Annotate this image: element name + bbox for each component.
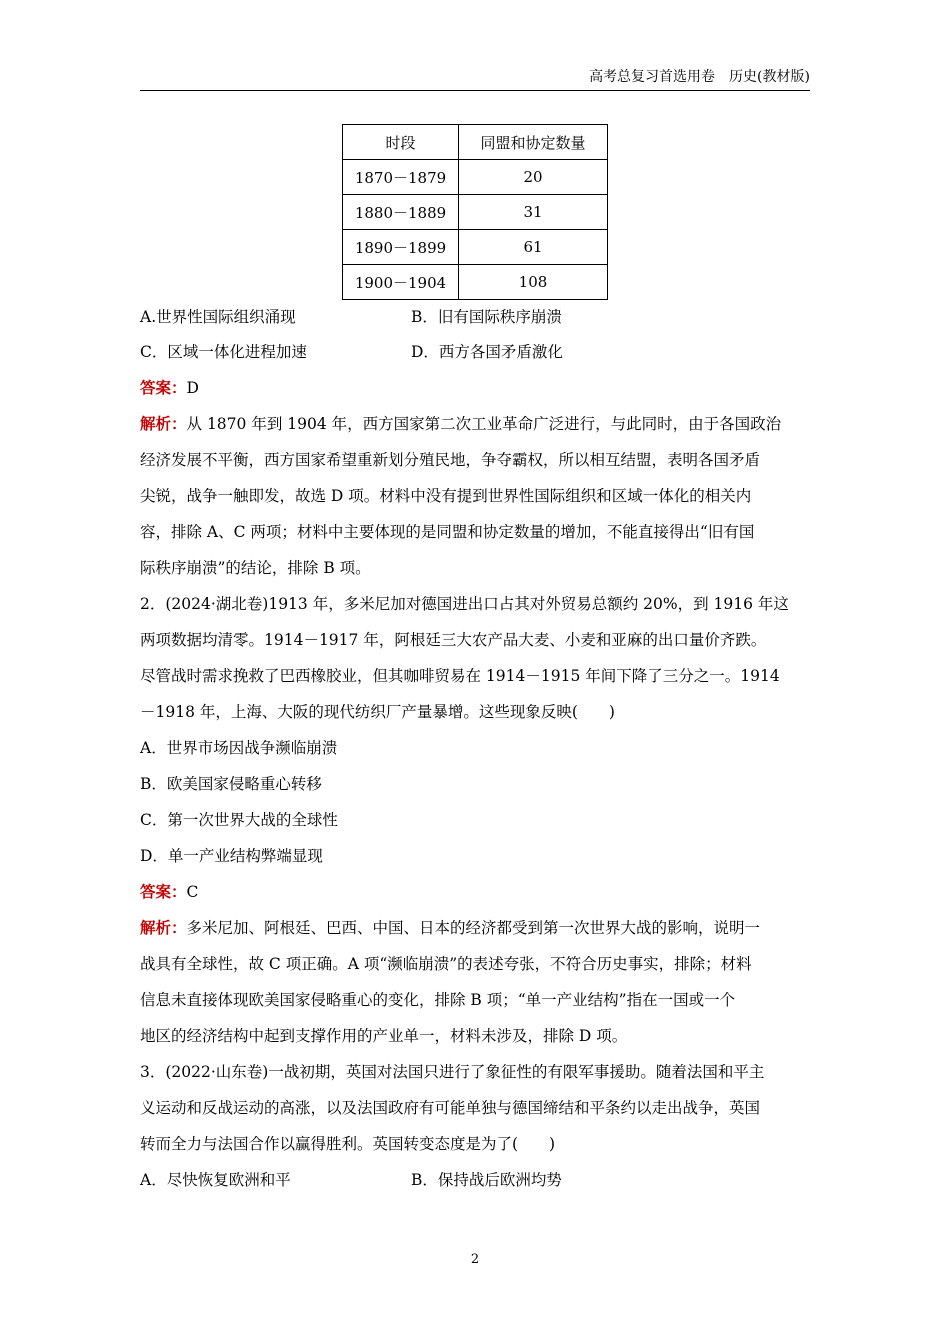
q2-analysis-line: 地区的经济结构中起到支撑作用的产业单一，材料未涉及，排除 D 项。: [140, 1027, 628, 1045]
table-cell-period: 1900－1904: [343, 265, 459, 300]
answer-label: 答案：: [140, 378, 187, 397]
q3-option-a: A．尽快恢复欧洲和平: [140, 1171, 291, 1189]
table-cell-period: 1890－1899: [343, 230, 459, 265]
table-header-count: 同盟和协定数量: [459, 125, 608, 160]
analysis-label: 解析：: [140, 918, 187, 937]
q2-analysis-line: 信息未直接体现欧美国家侵略重心的变化，排除 B 项；“单一产业结构”指在一国或一个: [140, 991, 736, 1009]
q3-stem-line: 3．(2022·山东卷)一战初期，英国对法国只进行了象征性的有限军事援助。随着法国和平主: [140, 1063, 765, 1081]
q2-option-b: B．欧美国家侵略重心转移: [140, 775, 322, 793]
q2-option-c: C．第一次世界大战的全球性: [140, 811, 338, 829]
table-row: [343, 195, 608, 230]
q1-analysis-line: 解析：从 1870 年到 1904 年，西方国家第二次工业革命广泛进行，与此同时，由于各国政治: [140, 414, 782, 433]
table-header-row: [343, 125, 608, 160]
table-cell-count: 20: [459, 160, 608, 195]
table-row: [343, 265, 608, 300]
answer-label: 答案：: [140, 882, 187, 901]
table-cell-count: 61: [459, 230, 608, 265]
page-header: 高考总复习首选用卷 历史(教材版): [140, 66, 810, 91]
table-row: [343, 230, 608, 265]
answer-value: D: [186, 379, 199, 397]
q3-option-b: B．保持战后欧洲均势: [411, 1171, 562, 1189]
table-cell-count: 31: [459, 195, 608, 230]
table-row: [343, 160, 608, 195]
q2-analysis-line: 解析：多米尼加、阿根廷、巴西、中国、日本的经济都受到第一次世界大战的影响，说明一: [140, 918, 761, 937]
q2-answer: [140, 880, 198, 902]
analysis-label: 解析：: [140, 414, 187, 433]
q1-option-a: A.世界性国际组织涌现: [140, 308, 296, 326]
q1-analysis-line: 尖锐，战争一触即发，故选 D 项。材料中没有提到世界性国际组织和区域一体化的相关内: [140, 487, 752, 505]
page-number: 2: [470, 1252, 480, 1267]
table-header-period: 时段: [343, 125, 459, 160]
q2-stem-line: －1918 年，上海、大阪的现代纺织厂产量暴增。这些现象反映( ): [140, 703, 615, 721]
q3-stem-line: 义运动和反战运动的高涨，以及法国政府有可能单独与德国缔结和平条约以走出战争，英国: [140, 1099, 761, 1117]
q2-option-a: A．世界市场因战争濒临崩溃: [140, 739, 338, 757]
q1-option-d: D．西方各国矛盾激化: [411, 343, 563, 361]
q1-analysis-line: 容，排除 A、C 两项；材料中主要体现的是同盟和协定数量的增加，不能直接得出“旧有国: [140, 523, 755, 541]
q3-stem-line: 转而全力与法国合作以赢得胜利。英国转变态度是为了( ): [140, 1135, 556, 1153]
q1-analysis-line: 际秩序崩溃”的结论，排除 B 项。: [140, 559, 371, 577]
q1-analysis-line: 经济发展不平衡，西方国家希望重新划分殖民地，争夺霸权，所以相互结盟，表明各国矛盾: [140, 451, 761, 469]
q2-stem-line: 尽管战时需求挽救了巴西橡胶业，但其咖啡贸易在 1914－1915 年间下降了三分之一。1914: [140, 667, 780, 685]
q1-option-c: C．区域一体化进程加速: [140, 343, 307, 361]
table-cell-count: 108: [459, 265, 608, 300]
answer-value: C: [186, 883, 199, 901]
q2-option-d: D．单一产业结构弊端显现: [140, 847, 323, 865]
q2-analysis-line: 战具有全球性，故 C 项正确。A 项“濒临崩溃”的表述夸张，不符合历史事实，排除；材料: [140, 955, 752, 973]
q2-stem-line: 两项数据均清零。1914－1917 年，阿根廷三大农产品大麦、小麦和亚麻的出口量价齐跌。: [140, 631, 767, 649]
q1-option-b: B．旧有国际秩序崩溃: [411, 308, 562, 326]
table-cell-period: 1870－1879: [343, 160, 459, 195]
q2-stem-line: 2．(2024·湖北卷)1913 年，多米尼加对德国进出口占其对外贸易总额约 20%，到 1916 年这: [140, 595, 789, 613]
table-cell-period: 1880－1889: [343, 195, 459, 230]
q1-answer: [140, 376, 199, 398]
alliance-table: [342, 124, 608, 300]
